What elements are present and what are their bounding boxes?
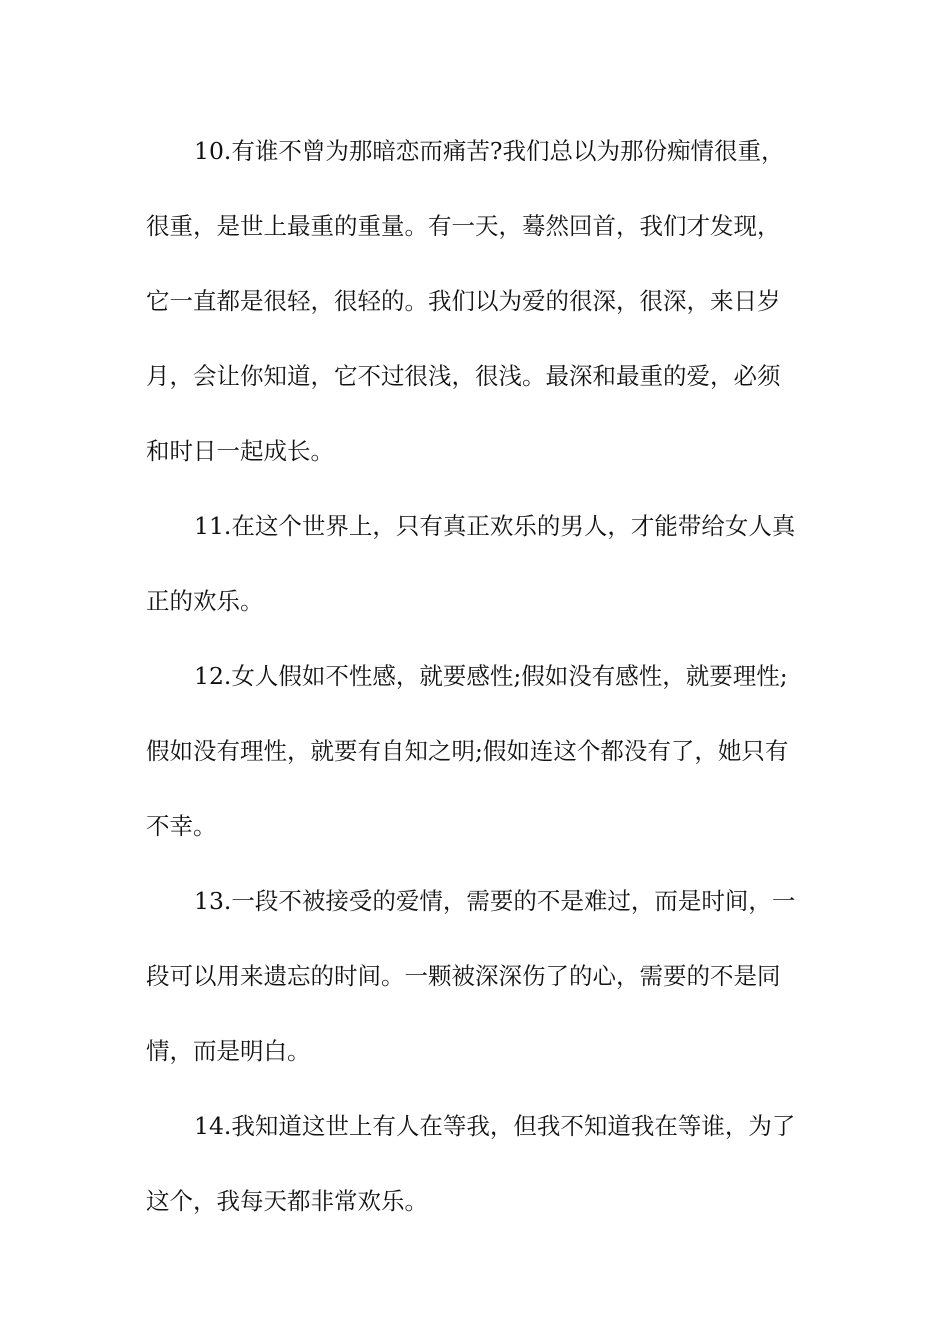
paragraph-12-line-3: 不幸。 [146,812,217,840]
paragraph-13-line-3: 情，而是明白。 [146,1037,311,1065]
paragraph-11-line-2: 正的欢乐。 [146,587,264,615]
paragraph-12-line-2: 假如没有理性，就要有自知之明;假如连这个都没有了，她只有 [146,737,789,765]
paragraph-14-line-2: 这个，我每天都非常欢乐。 [146,1187,428,1215]
paragraph-13-line-1: 13.一段不被接受的爱情，需要的不是难过，而是时间，一 [194,887,796,915]
paragraph-11-line-1: 11.在这个世界上，只有真正欢乐的男人，才能带给女人真 [194,512,796,540]
paragraph-14-line-1: 14.我知道这世上有人在等我，但我不知道我在等谁，为了 [194,1112,796,1140]
paragraph-13-line-2: 段可以用来遗忘的时间。一颗被深深伤了的心，需要的不是同 [146,962,781,990]
paragraph-10-line-1: 10.有谁不曾为那暗恋而痛苦?我们总以为那份痴情很重， [194,137,785,165]
paragraph-10-line-2: 很重，是世上最重的重量。有一天，蓦然回首，我们才发现， [146,212,781,240]
paragraph-12-line-1: 12.女人假如不性感，就要感性;假如没有感性，就要理性; [194,662,788,690]
paragraph-10-line-4: 月，会让你知道，它不过很浅，很浅。最深和最重的爱，必须 [146,362,781,390]
paragraph-10-line-3: 它一直都是很轻，很轻的。我们以为爱的很深，很深，来日岁 [146,287,781,315]
paragraph-10-line-5: 和时日一起成长。 [146,437,334,465]
